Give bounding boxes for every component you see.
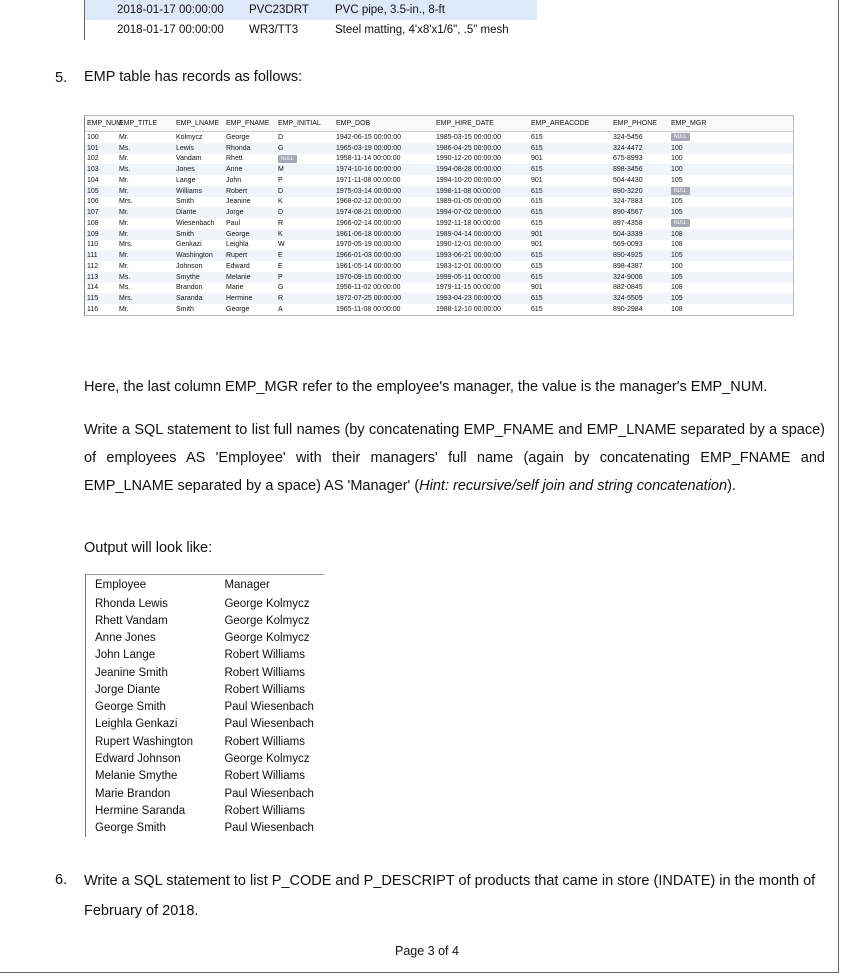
table-cell: Mr. [119, 209, 129, 217]
table-row [86, 802, 324, 819]
table-cell: 100 [671, 262, 683, 270]
table-cell: 615 [531, 187, 543, 195]
table-cell: Smith [176, 198, 194, 206]
table-cell: 504-4430 [613, 176, 643, 184]
table-cell: Mrs. [119, 198, 133, 206]
table-row [85, 261, 793, 272]
table-cell: Washington [176, 252, 213, 260]
table-cell: P [278, 273, 283, 281]
table-cell: 106 [87, 198, 99, 206]
question-6-text: Write a SQL statement to list P_CODE and P_DESCRIPT of products that came in store (INDATE) in the month of February of 2018. [84, 873, 816, 919]
table-cell: M [278, 166, 284, 174]
table-cell: Williams [176, 187, 203, 195]
manager-cell: Robert Williams [224, 683, 305, 696]
table-row [85, 229, 793, 240]
output-label: Output will look like: [84, 540, 213, 556]
table-cell: Diante [176, 209, 197, 217]
p-code-cell: PVC23DRT [249, 4, 309, 16]
table-cell: John [226, 176, 242, 184]
table-cell: R [278, 219, 284, 227]
table-cell: Jeanine [226, 198, 251, 206]
table-cell: 324-5505 [613, 295, 643, 303]
table-cell: 105 [87, 187, 99, 195]
manager-cell: Paul Wiesenbach [224, 787, 314, 800]
table-cell: Mr. [119, 305, 129, 313]
table-cell: 615 [531, 305, 543, 313]
page-number: Page 3 of 4 [395, 944, 459, 958]
column-header-emp-mgr: EMP_MGR [671, 120, 707, 127]
table-cell: Edward [226, 262, 250, 270]
table-cell: 1986-04-25 00:00:00 [436, 144, 501, 152]
table-cell [668, 133, 711, 141]
table-cell: W [278, 241, 285, 249]
table-cell: Mrs. [119, 295, 133, 303]
table-cell: 1956-11-02 00:00:00 [336, 284, 401, 292]
output-table [85, 574, 324, 837]
table-row [86, 612, 324, 629]
column-header-emp-lname: EMP_LNAME [176, 120, 220, 127]
table-cell: 1970-05-19 00:00:00 [336, 241, 401, 249]
table-cell: Leighla [226, 241, 249, 249]
instruction-end: ). [727, 478, 736, 494]
table-row [85, 218, 793, 229]
employee-cell: Jeanine Smith [95, 666, 168, 679]
table-cell: 114 [87, 284, 99, 292]
table-cell [668, 219, 711, 227]
table-row [86, 750, 324, 767]
table-cell: Rupert [226, 252, 248, 260]
table-cell: 1998-11-08 00:00:00 [436, 187, 501, 195]
table-cell: 1994-10-20 00:00:00 [436, 176, 501, 184]
table-cell: 116 [87, 305, 99, 313]
table-cell: 105 [671, 252, 683, 260]
table-cell: 101 [87, 144, 99, 152]
employee-cell: Hermine Saranda [95, 804, 186, 817]
null-badge: NULL [671, 187, 690, 195]
table-cell: E [278, 252, 283, 260]
table-cell: 890-3220 [613, 187, 643, 195]
table-cell: 1968-02-12 00:00:00 [336, 198, 401, 206]
table-cell: D [278, 209, 284, 217]
column-header-emp-title: EMP_TITLE [119, 120, 158, 127]
table-cell: 108 [87, 219, 99, 227]
question-5-note: Here, the last column EMP_MGR refer to the employee's manager, the value is the manager's EMP_NUM. [84, 379, 768, 395]
table-row [86, 699, 324, 716]
table-cell: Saranda [176, 295, 203, 303]
manager-cell: Robert Williams [224, 666, 305, 679]
table-cell: 1961-05-14 00:00:00 [336, 262, 401, 270]
table-cell: 1994-08-28 00:00:00 [436, 166, 501, 174]
table-cell: 1990-12-01 00:00:00 [436, 241, 501, 249]
table-cell: 1999-05-11 00:00:00 [436, 273, 501, 281]
emp-table [84, 115, 794, 316]
table-row [85, 143, 793, 154]
table-cell: 615 [531, 273, 543, 281]
table-cell: Jorge [226, 209, 244, 217]
manager-cell: George Kolmycz [224, 753, 310, 766]
table-cell: Mr. [119, 187, 129, 195]
table-cell: 615 [531, 166, 543, 174]
table-cell: Johnson [176, 262, 203, 270]
table-row [85, 240, 793, 251]
table-row [85, 207, 793, 218]
table-cell: 1989-04-14 00:00:00 [436, 230, 501, 238]
table-cell: 615 [531, 209, 543, 217]
null-badge: NULL [671, 133, 690, 141]
table-cell: 901 [531, 176, 543, 184]
table-cell: 1974-08-21 00:00:00 [336, 209, 401, 217]
table-cell: 103 [87, 166, 99, 174]
employee-cell: Rupert Washington [95, 735, 194, 748]
table-row [86, 716, 324, 733]
table-row [85, 164, 793, 175]
table-row [86, 819, 324, 836]
emp-table-body [85, 132, 793, 315]
table-cell: Mr. [119, 133, 129, 141]
table-cell: Mr. [119, 262, 129, 270]
table-cell: Mr. [119, 252, 129, 260]
column-header-emp-initial: EMP_INITIAL [278, 120, 321, 127]
p-descript-cell: PVC pipe, 3.5-in., 8-ft [335, 4, 445, 16]
null-badge: NULL [671, 219, 690, 227]
table-cell [668, 187, 711, 195]
table-cell: A [278, 305, 283, 313]
table-cell: 615 [531, 219, 543, 227]
employee-cell: John Lange [95, 649, 156, 662]
table-cell [274, 155, 332, 163]
table-cell: 324-5456 [613, 133, 643, 141]
employee-cell: Rhonda Lewis [95, 597, 168, 610]
table-cell: G [278, 144, 284, 152]
p-descript-cell: Steel matting, 4'x8'x1/6", .5" mesh [335, 24, 509, 36]
table-cell: 615 [531, 198, 543, 206]
table-cell: D [278, 133, 284, 141]
table-row [85, 304, 793, 315]
table-cell: 107 [87, 209, 99, 217]
table-cell: 324-4472 [613, 144, 643, 152]
table-cell: 105 [671, 198, 683, 206]
table-cell: D [278, 187, 284, 195]
table-cell: 113 [87, 273, 99, 281]
table-cell: Ms. [119, 166, 131, 174]
table-cell: Lewis [176, 144, 194, 152]
table-cell: 890-4925 [613, 252, 643, 260]
question-5-number: 5. [55, 70, 68, 86]
manager-cell: Robert Williams [224, 735, 305, 748]
table-cell: 1990-12-20 00:00:00 [436, 155, 501, 163]
table-cell: 111 [87, 252, 98, 260]
table-cell: Wiesenbach [176, 219, 215, 227]
table-cell: 1942-06-15 00:00:00 [336, 133, 401, 141]
table-row [85, 186, 793, 197]
table-cell: 1975-03-14 00:00:00 [336, 187, 401, 195]
table-cell: P [278, 176, 283, 184]
employee-cell: Edward Johnson [95, 753, 181, 766]
manager-cell: Robert Williams [224, 804, 305, 817]
table-cell: 1979-11-15 00:00:00 [436, 284, 501, 292]
table-cell: Lange [176, 176, 196, 184]
employee-cell: Rhett Vandam [95, 614, 168, 627]
table-cell: 108 [671, 284, 683, 292]
manager-cell: Paul Wiesenbach [224, 718, 314, 731]
table-cell: R [278, 295, 284, 303]
table-cell: Melanie [226, 273, 251, 281]
table-cell: Mr. [119, 176, 129, 184]
table-cell: 1993-04-23 00:00:00 [436, 295, 501, 303]
indate-cell: 2018-01-17 00:00:00 [117, 24, 224, 36]
table-row [85, 20, 537, 40]
employee-cell: Leighla Genkazi [95, 718, 178, 731]
column-header-manager: Manager [224, 579, 270, 591]
employee-cell: George Smith [95, 701, 166, 714]
column-header-emp-num: EMP_NUM [87, 120, 123, 127]
table-cell: Ms. [119, 284, 131, 292]
emp-table-header [85, 116, 793, 132]
manager-cell: Paul Wiesenbach [224, 701, 314, 714]
table-cell: 890-4567 [613, 209, 643, 217]
table-cell: Marie [226, 284, 244, 292]
table-cell: 1993-06-21 00:00:00 [436, 252, 501, 260]
table-cell: 1972-07-25 00:00:00 [336, 295, 401, 303]
table-cell: 105 [671, 176, 683, 184]
table-cell: 901 [531, 155, 543, 163]
table-cell: 100 [671, 155, 683, 163]
table-cell: 1989-01-05 00:00:00 [436, 198, 501, 206]
table-cell: Robert [226, 187, 248, 195]
output-table-header [86, 575, 324, 595]
table-cell: 108 [671, 305, 683, 313]
table-cell: 901 [531, 230, 543, 238]
table-cell: Kolmycz [176, 133, 203, 141]
table-cell: 100 [671, 166, 683, 174]
table-cell: 324-7883 [613, 198, 643, 206]
manager-cell: Paul Wiesenbach [224, 822, 314, 835]
column-header-employee: Employee [95, 579, 147, 591]
table-cell: Ms. [119, 144, 131, 152]
table-cell: 1971-11-08 00:00:00 [336, 176, 401, 184]
table-cell: 1966-02-14 00:00:00 [336, 219, 401, 227]
table-cell: 1958-11-14 00:00:00 [336, 155, 401, 163]
column-header-emp-dob: EMP_DOB [336, 120, 371, 127]
table-cell: 108 [671, 241, 683, 249]
product-table-fragment [84, 0, 537, 40]
table-row [86, 595, 324, 612]
instruction-hint: Hint: recursive/self join and string concatenation [419, 478, 728, 494]
output-table-body [86, 595, 324, 837]
table-cell: George [226, 305, 250, 313]
table-cell: Mr. [119, 230, 129, 238]
table-row [85, 0, 537, 20]
table-cell: 108 [671, 230, 683, 238]
table-row [86, 664, 324, 681]
table-cell: Smythe [176, 273, 200, 281]
table-cell: 675-8993 [613, 155, 643, 163]
table-cell: 504-3339 [613, 230, 643, 238]
table-cell: 898-3456 [613, 166, 643, 174]
table-cell: Jones [176, 166, 195, 174]
table-cell: 901 [531, 241, 543, 249]
table-row [86, 785, 324, 802]
column-header-emp-phone: EMP_PHONE [613, 120, 657, 127]
table-cell: Ms. [119, 273, 131, 281]
table-row [85, 154, 793, 165]
table-cell: 110 [87, 241, 99, 249]
table-cell: 615 [531, 252, 543, 260]
column-header-emp-areacode: EMP_AREACODE [531, 120, 590, 127]
table-row [85, 197, 793, 208]
table-cell: 1992-11-18 00:00:00 [436, 219, 501, 227]
table-cell: Smith [176, 230, 194, 238]
question-6-number: 6. [55, 872, 68, 888]
table-row [85, 293, 793, 304]
table-row [85, 283, 793, 294]
table-cell: 100 [671, 144, 683, 152]
table-cell: Smith [176, 305, 194, 313]
table-cell: 1994-07-02 00:00:00 [436, 209, 501, 217]
table-cell: E [278, 262, 283, 270]
table-row [86, 768, 324, 785]
table-cell: 569-0093 [613, 241, 643, 249]
table-cell: 1961-06-18 00:00:00 [336, 230, 401, 238]
employee-cell: Marie Brandon [95, 787, 171, 800]
table-cell: 1985-03-15 00:00:00 [436, 133, 501, 141]
table-cell: 102 [87, 155, 99, 163]
table-cell: Rhonda [226, 144, 251, 152]
table-cell: 109 [87, 230, 99, 238]
table-cell: 1970-09-15 00:00:00 [336, 273, 401, 281]
column-header-emp-fname: EMP_FNAME [226, 120, 270, 127]
manager-cell: Robert Williams [224, 649, 305, 662]
table-row [86, 681, 324, 698]
employee-cell: Jorge Diante [95, 683, 161, 696]
table-cell: 897-4358 [613, 219, 643, 227]
table-cell: 324-9006 [613, 273, 643, 281]
table-cell: Vandam [176, 155, 202, 163]
table-row [85, 272, 793, 283]
table-row [85, 250, 793, 261]
table-cell: 615 [531, 133, 543, 141]
indate-cell: 2018-01-17 00:00:00 [117, 4, 224, 16]
table-row [86, 647, 324, 664]
instruction-text: Write a SQL statement to list full names (by concatenating EMP_FNAME and EMP_LNAME separated by a space) of employees AS 'Employee' with their managers' full name (again by concatenating EMP_FNAME and EMP_LNAME separated by a space) AS 'Manager' ( [84, 422, 825, 494]
null-badge: NULL [278, 155, 297, 163]
table-cell: 615 [531, 144, 543, 152]
table-row [86, 733, 324, 750]
table-cell: Rhett [226, 155, 243, 163]
manager-cell: George Kolmycz [224, 597, 310, 610]
table-cell: Paul [226, 219, 241, 227]
table-cell: 1965-11-08 00:00:00 [336, 305, 401, 313]
table-cell: 1983-12-01 00:00:00 [436, 262, 501, 270]
table-cell: 1965-03-19 00:00:00 [336, 144, 401, 152]
table-cell: K [278, 198, 283, 206]
table-cell: 1966-01-03 00:00:00 [336, 252, 401, 260]
question-5-instruction [84, 416, 825, 500]
table-cell: Brandon [176, 284, 203, 292]
manager-cell: George Kolmycz [224, 614, 310, 627]
column-header-emp-hire-date: EMP_HIRE_DATE [436, 120, 494, 127]
table-row [86, 630, 324, 647]
table-row [85, 132, 793, 143]
table-cell: Anne [226, 166, 243, 174]
table-cell: 890-2984 [613, 305, 643, 313]
table-row [85, 175, 793, 186]
table-cell: Mrs. [119, 241, 133, 249]
table-cell: 1974-10-16 00:00:00 [336, 166, 401, 174]
table-cell: K [278, 230, 283, 238]
table-cell: 100 [87, 133, 99, 141]
table-cell: 882-0845 [613, 284, 643, 292]
employee-cell: Melanie Smythe [95, 770, 178, 783]
table-cell: G [278, 284, 284, 292]
table-cell: 105 [671, 209, 683, 217]
employee-cell: George Smith [95, 822, 166, 835]
table-cell: 898-4387 [613, 262, 643, 270]
table-cell: George [226, 133, 250, 141]
table-cell: 105 [671, 295, 683, 303]
table-cell: George [226, 230, 250, 238]
table-cell: 112 [87, 262, 99, 270]
manager-cell: George Kolmycz [224, 632, 310, 645]
table-cell: 105 [671, 273, 683, 281]
employee-cell: Anne Jones [95, 632, 156, 645]
manager-cell: Robert Williams [224, 770, 305, 783]
table-cell: Hermine [226, 295, 253, 303]
table-cell: 1988-12-10 00:00:00 [436, 305, 501, 313]
table-cell: Mr. [119, 219, 129, 227]
table-cell: 901 [531, 284, 543, 292]
table-cell: 104 [87, 176, 99, 184]
table-cell: Mr. [119, 155, 129, 163]
table-cell: 115 [87, 295, 99, 303]
table-cell: Genkazi [176, 241, 202, 249]
p-code-cell: WR3/TT3 [249, 24, 299, 36]
question-5-heading: EMP table has records as follows: [84, 69, 303, 85]
table-cell: 615 [531, 295, 543, 303]
table-cell: 615 [531, 262, 543, 270]
